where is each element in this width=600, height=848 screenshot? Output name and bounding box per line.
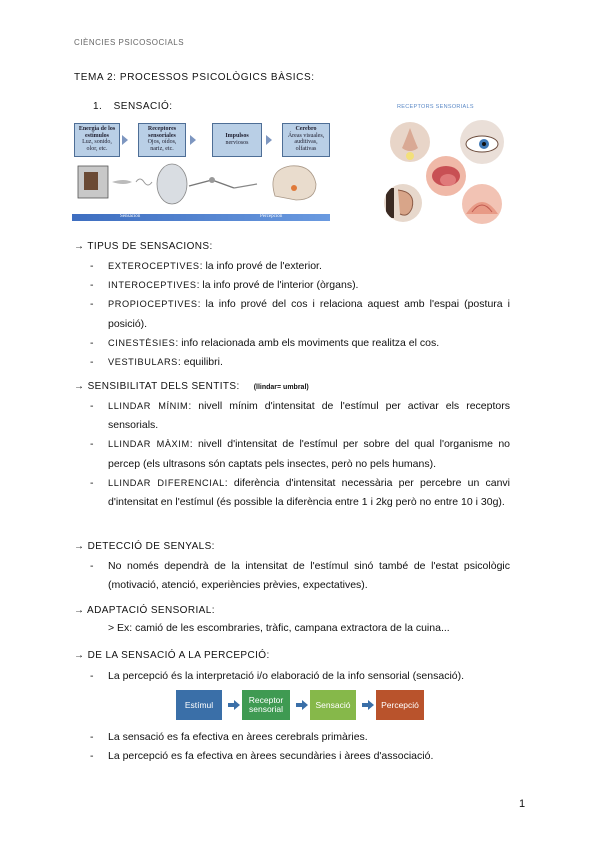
- list-item: - EXTEROCEPTIVES: la info prové de l'exterior.: [90, 260, 322, 272]
- arrow-right-icon: [228, 700, 240, 710]
- list-item: - CINESTÈSIES: info relacionada amb els moviments que realitza el cos.: [90, 336, 440, 349]
- percepcio-after-list: [90, 728, 510, 766]
- eye-image: [460, 120, 504, 164]
- list-item: - No només dependrà de la intensitat de l'estímul sinó també de l'estat psicològic (motivació, atenció, experiències prèvies, expectatives).: [90, 560, 510, 592]
- arrow-right-icon: [296, 700, 308, 710]
- skin-image: [462, 184, 502, 224]
- ear-image: [384, 184, 422, 222]
- heading-tipus-sensacions: → TIPUS DE SENSACIONS:: [74, 241, 213, 252]
- sensation-perception-bar: [72, 214, 330, 221]
- list-item: - La percepció és la interpretació i/o elaboració de la info sensorial (sensació).: [90, 670, 465, 682]
- bar-label-sensation: Sensación: [120, 214, 141, 219]
- list-item: - LLINDAR MÍNIM: nivell mínim d'intensitat de l'estímul per activar els receptors sensorials.: [90, 400, 510, 432]
- term: VESTIBULARS: [108, 357, 178, 368]
- diagram-arrow: [266, 135, 272, 145]
- diagram-box-brain: Cerebro Áreas visuales, auditivas, olfativas: [282, 123, 330, 157]
- arrow-right-icon: [362, 700, 374, 710]
- flow-step-sensacio: Sensació: [310, 690, 356, 720]
- term: LLINDAR MÀXIM: [108, 439, 190, 450]
- page-title: TEMA 2: PROCESSOS PSICOLÒGICS BÀSICS:: [74, 72, 315, 83]
- flow-step-percepcio: Percepció: [376, 690, 424, 720]
- list-item: - La sensació es fa efectiva en àrees cerebrals primàries.: [90, 731, 368, 743]
- llindar-note: (llindar= umbral): [253, 384, 309, 391]
- diagram-box-stimuli: Energia de los estímulos Luz, sonido, olor, etc.: [74, 123, 120, 157]
- diagram-box-receptors: Receptores sensoriales Ojos, oídos, nariz, etc.: [138, 123, 186, 157]
- list-item: - VESTIBULARS: equilibri.: [90, 356, 223, 369]
- heading-deteccio: → DETECCIÓ DE SENYALS:: [74, 541, 215, 552]
- heading-adaptacio: → ADAPTACIÓ SENSORIAL:: [74, 605, 215, 616]
- list-item: - La percepció es fa efectiva en àrees secundàries i àrees d'associació.: [90, 750, 434, 763]
- sensation-diagram: [72, 118, 332, 228]
- term: LLINDAR DIFERENCIAL: [108, 477, 225, 488]
- list-item: - LLINDAR MÀXIM: nivell d'intensitat de l'estímul per sobre del qual l'organisme no percep (els ultrasons són captats pels insectes, però no pels humans).: [90, 438, 510, 470]
- term: PROPIOCEPTIVES: [108, 299, 198, 310]
- page-number: 1: [519, 798, 526, 810]
- sensibilitat-list: [90, 397, 510, 512]
- section-number: 1.: [93, 101, 103, 112]
- term: INTEROCEPTIVES: [108, 280, 197, 291]
- percepcio-intro: [90, 667, 510, 686]
- receptors-title: RECEPTORS SENSORIALS: [397, 104, 474, 110]
- list-item: - LLINDAR DIFERENCIAL: diferència d'intensitat necessària per percebre un canvi d'intensitat en l'estímul (és possible la diferència entre 1 i 2kg però no entre 10 i 30g).: [90, 476, 510, 509]
- term: LLINDAR MÍNIM: [108, 401, 189, 411]
- tongue-image: [426, 156, 466, 196]
- adaptacio-example: > Ex: camió de les escombraries, tràfic, campana extractora de la cuina...: [108, 622, 450, 634]
- list-item: - INTEROCEPTIVES: la info prové de l'interior (òrgans).: [90, 279, 359, 292]
- deteccio-list: [90, 557, 510, 595]
- sensory-receptors-figure: [380, 100, 505, 230]
- flow-step-receptor: Receptor sensorial: [242, 690, 290, 720]
- flow-step-estimul: Estímul: [176, 690, 222, 720]
- diagram-arrow: [122, 135, 128, 145]
- heading-percepcio: → DE LA SENSACIÓ A LA PERCEPCIÓ:: [74, 650, 270, 661]
- section-label: SENSACIÓ:: [113, 101, 173, 112]
- term: EXTEROCEPTIVES: [108, 261, 200, 271]
- tipus-list: [90, 257, 510, 372]
- diagram-arrow: [190, 135, 196, 145]
- page-header: CIÈNCIES PSICOSOCIALS: [74, 38, 185, 47]
- diagram-box-impulses: Impulsos nerviosos: [212, 123, 262, 157]
- sensory-pathway-illustration: [72, 160, 332, 212]
- nose-image: [390, 122, 430, 162]
- section-heading-sensacio: [93, 101, 173, 112]
- heading-sensibilitat: → SENSIBILITAT DELS SENTITS: (llindar= umbral): [74, 381, 309, 392]
- bar-label-perception: Percepción: [260, 214, 283, 219]
- list-item: - PROPIOCEPTIVES: la info prové del cos i relaciona aquest amb l'espai (postura i posició).: [90, 298, 510, 330]
- term: CINESTÈSIES: [108, 337, 176, 348]
